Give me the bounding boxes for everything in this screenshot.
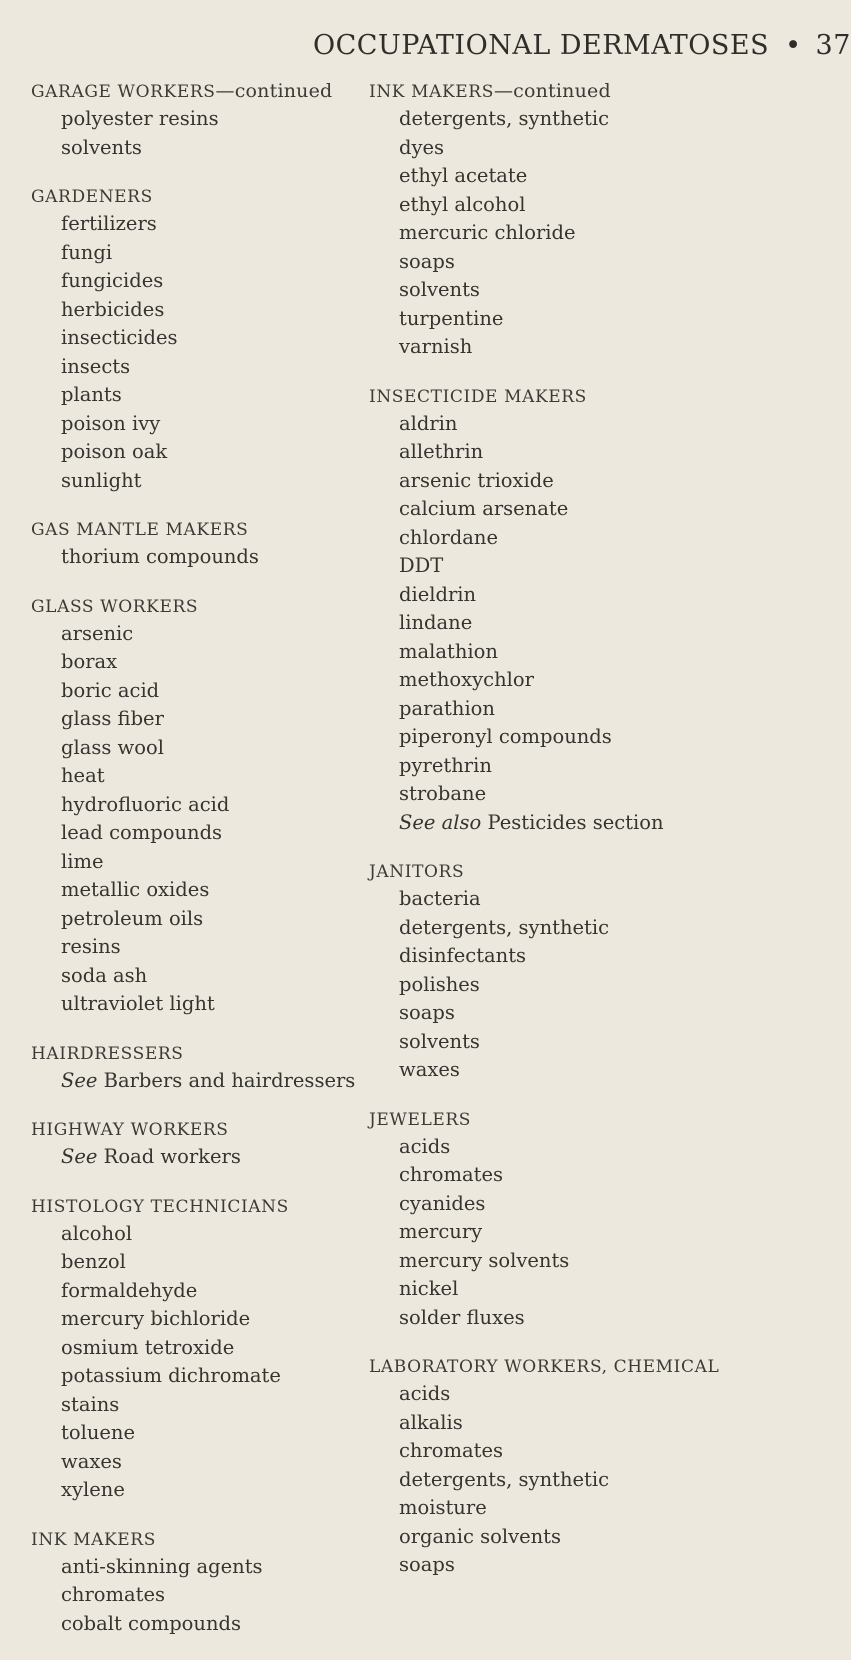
list-item: toluene	[61, 1421, 136, 1444]
index-section	[31, 517, 361, 572]
occupation-name: GARDENERS	[31, 187, 153, 207]
index-section	[31, 1527, 361, 1639]
list-item: pyrethrin	[399, 753, 492, 777]
section-heading	[369, 859, 799, 885]
section-heading	[31, 594, 361, 620]
list-item: anti-skinning agents	[61, 1554, 263, 1578]
irritant-list	[31, 210, 361, 495]
list-item: soda ash	[61, 963, 148, 987]
list-item: alcohol	[61, 1221, 133, 1245]
bullet-icon: •	[785, 30, 802, 61]
list-item: chromates	[61, 1583, 166, 1606]
see-target: Barbers and hairdressers	[103, 1068, 356, 1092]
irritant-list	[31, 1143, 361, 1172]
irritant-list	[369, 885, 799, 1085]
list-item: disinfectants	[399, 944, 527, 967]
occupation-name: INK MAKERS	[31, 1529, 156, 1550]
list-item: ultraviolet light	[61, 992, 215, 1015]
left-column	[31, 78, 361, 1660]
list-item: acids	[399, 1382, 451, 1405]
list-item: heat	[61, 764, 105, 787]
list-item: detergents, synthetic	[399, 107, 610, 130]
list-item: boric acid	[61, 678, 160, 702]
list-item: chromates	[399, 1439, 504, 1462]
list-item: acids	[399, 1134, 451, 1158]
list-item: formaldehyde	[61, 1278, 198, 1302]
list-item: soaps	[399, 1553, 455, 1576]
list-item: mercury bichloride	[61, 1307, 251, 1330]
index-section	[31, 594, 361, 1019]
list-item: thorium compounds	[61, 545, 259, 568]
list-item: soaps	[399, 1001, 455, 1024]
list-item: resins	[61, 935, 121, 958]
list-item: waxes	[61, 1449, 122, 1473]
section-heading	[31, 1194, 361, 1220]
list-item: petroleum oils	[61, 906, 204, 930]
running-head-title: OCCUPATIONAL DERMATOSES	[313, 30, 770, 61]
list-item: detergents, synthetic	[399, 915, 610, 939]
list-item: chlordane	[399, 525, 498, 549]
list-item: stains	[61, 1392, 120, 1416]
cross-reference	[61, 1143, 361, 1172]
list-item: potassium dichromate	[61, 1364, 281, 1387]
occupation-name: GAS MANTLE MAKERS	[31, 520, 249, 540]
list-item: dyes	[399, 135, 445, 159]
list-item: parathion	[399, 696, 495, 720]
irritant-list	[369, 1380, 799, 1580]
list-item: borax	[61, 650, 118, 673]
index-section	[369, 1354, 799, 1580]
irritant-list	[31, 1067, 361, 1096]
list-item: turpentine	[399, 306, 504, 330]
list-item: solvents	[399, 278, 480, 301]
see-label: See	[61, 1145, 98, 1168]
list-item: lindane	[399, 611, 473, 634]
index-section	[31, 1194, 361, 1505]
list-item: insecticides	[61, 326, 178, 349]
list-item: mercuric chloride	[399, 221, 576, 244]
list-item: nickel	[399, 1277, 459, 1300]
list-item: bacteria	[399, 887, 481, 910]
list-item: methoxychlor	[399, 668, 534, 691]
index-section	[369, 78, 799, 362]
irritant-list	[31, 1220, 361, 1505]
list-item: polyester resins	[61, 107, 219, 130]
index-section	[369, 384, 799, 838]
list-item: dieldrin	[399, 582, 477, 606]
occupation-name: HISTOLOGY TECHNICIANS	[31, 1196, 289, 1217]
list-item: moisture	[399, 1496, 487, 1519]
list-item: sunlight	[61, 468, 142, 492]
list-item: plants	[61, 383, 122, 406]
list-item: ethyl acetate	[399, 164, 528, 187]
list-item: chromates	[399, 1163, 504, 1186]
list-item: detergents, synthetic	[399, 1467, 610, 1491]
list-item: malathion	[399, 639, 498, 663]
occupation-name: HAIRDRESSERS	[31, 1043, 184, 1064]
continued-label: —continued	[215, 80, 333, 102]
list-item: glass wool	[61, 735, 164, 759]
occupation-name: JEWELERS	[369, 1109, 472, 1130]
list-item: xylene	[61, 1478, 125, 1501]
list-item: herbicides	[61, 297, 165, 321]
section-heading	[31, 517, 361, 543]
irritant-list	[31, 105, 361, 162]
list-item: solvents	[399, 1029, 480, 1053]
list-item: DDT	[399, 554, 444, 577]
list-item: ethyl alcohol	[399, 192, 526, 216]
section-heading	[369, 78, 799, 105]
cross-reference	[61, 1067, 361, 1096]
list-item: lime	[61, 849, 104, 873]
occupation-name: GARAGE WORKERS	[31, 82, 216, 102]
index-section	[31, 1041, 361, 1096]
list-item: solder fluxes	[399, 1305, 525, 1329]
list-item: allethrin	[399, 440, 484, 463]
list-item: mercury solvents	[399, 1248, 570, 1272]
section-heading	[31, 1527, 361, 1553]
occupation-name: HIGHWAY WORKERS	[31, 1120, 229, 1140]
list-item: hydrofluoric acid	[61, 792, 230, 816]
list-item: fungicides	[61, 269, 164, 292]
list-item: cyanides	[399, 1191, 486, 1215]
irritant-list	[31, 543, 361, 572]
see-target: Pesticides section	[487, 810, 664, 834]
list-item: soaps	[399, 249, 455, 273]
irritant-list	[31, 1553, 361, 1639]
list-item: cobalt compounds	[61, 1611, 242, 1635]
index-section	[369, 859, 799, 1085]
list-item: alkalis	[399, 1410, 463, 1434]
list-item: solvents	[61, 135, 142, 159]
list-item: lead compounds	[61, 821, 223, 844]
list-item: calcium arsenate	[399, 497, 569, 520]
list-item: osmium tetroxide	[61, 1335, 235, 1359]
occupation-name: LABORATORY WORKERS, CHEMICAL	[369, 1357, 720, 1377]
cross-reference	[399, 809, 799, 838]
list-item: glass fiber	[61, 707, 164, 730]
section-heading	[369, 1107, 799, 1133]
section-heading	[369, 384, 799, 410]
see-label: See	[61, 1068, 98, 1092]
list-item: organic solvents	[399, 1524, 562, 1548]
section-heading	[369, 1354, 799, 1380]
section-heading	[31, 78, 361, 105]
section-heading	[31, 184, 361, 210]
list-item: varnish	[399, 335, 473, 358]
section-heading	[31, 1117, 361, 1143]
page-number: 37	[815, 30, 851, 61]
list-item: mercury	[399, 1220, 483, 1243]
list-item: fertilizers	[61, 212, 157, 235]
right-column	[369, 78, 799, 1602]
index-section	[369, 1107, 799, 1333]
irritant-list	[31, 620, 361, 1019]
list-item: waxes	[399, 1058, 460, 1081]
see-label: See also	[399, 810, 482, 834]
list-item: benzol	[61, 1250, 126, 1273]
see-target: Road workers	[103, 1145, 241, 1168]
occupation-name: GLASS WORKERS	[31, 596, 199, 617]
occupation-name: JANITORS	[369, 862, 465, 882]
occupation-name: INK MAKERS	[369, 82, 494, 102]
list-item: polishes	[399, 972, 480, 996]
list-item: fungi	[61, 240, 113, 264]
continued-label: —continued	[493, 80, 611, 102]
index-section	[31, 184, 361, 495]
list-item: poison oak	[61, 440, 168, 463]
list-item: arsenic trioxide	[399, 468, 554, 492]
index-section	[31, 1117, 361, 1172]
irritant-list	[369, 105, 799, 362]
irritant-list	[369, 410, 799, 838]
list-item: arsenic	[61, 621, 134, 645]
list-item: insects	[61, 354, 131, 378]
list-item: piperonyl compounds	[399, 725, 612, 748]
index-section	[31, 78, 361, 162]
occupation-name: INSECTICIDE MAKERS	[369, 386, 587, 407]
running-head	[313, 30, 851, 61]
list-item: aldrin	[399, 411, 458, 435]
list-item: poison ivy	[61, 411, 161, 435]
section-heading	[31, 1041, 361, 1067]
list-item: metallic oxides	[61, 878, 210, 901]
list-item: strobane	[399, 782, 487, 805]
irritant-list	[369, 1133, 799, 1333]
